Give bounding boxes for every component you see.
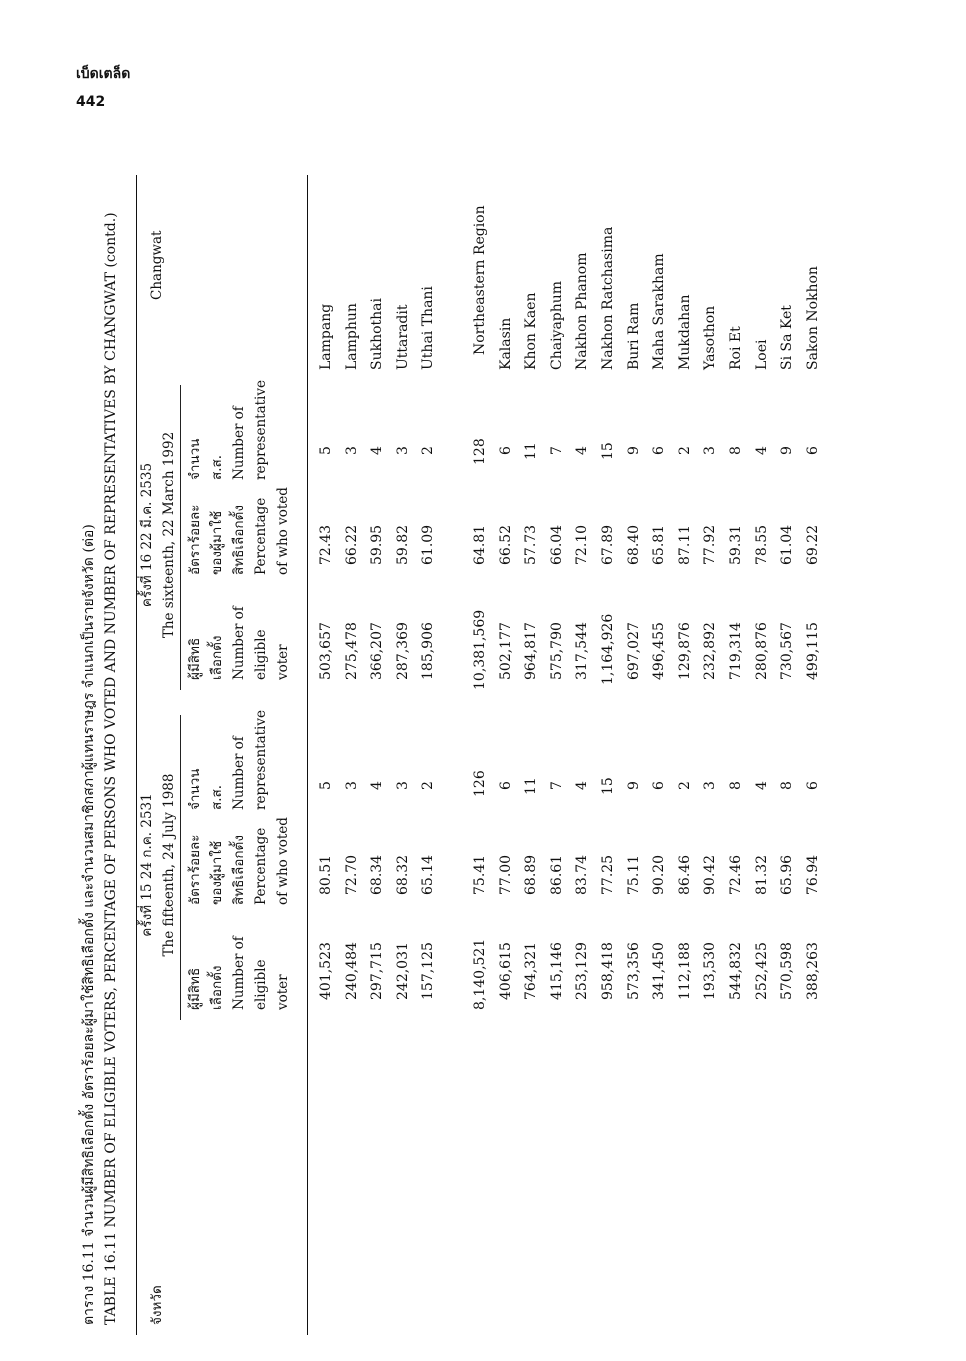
pct-1988: 86.46	[676, 854, 693, 895]
reps-1988: 5	[318, 781, 334, 790]
changwat-english: Nakhon Phanom	[574, 252, 591, 370]
reps-1992: 15	[599, 442, 616, 460]
reps-1992: 7	[548, 446, 565, 455]
pct-1992: 66.04	[548, 524, 565, 565]
reps-1992: 4	[574, 446, 591, 455]
reps-1992: 3	[343, 446, 360, 455]
pct-1988: 68.34	[369, 854, 386, 895]
col-header-text: ของผู้มาใช้	[209, 840, 225, 905]
reps-1992: 128	[471, 438, 488, 465]
voters-1988: 406,615	[497, 942, 514, 1000]
running-header	[76, 60, 130, 116]
reps-1988: 126	[471, 770, 488, 797]
voters-1992: 730,567	[779, 622, 796, 680]
reps-1992: 6	[651, 446, 668, 455]
col-header-text: of who voted	[275, 487, 291, 575]
reps-1992: 4	[753, 446, 770, 455]
voters-1988: 764,321	[523, 942, 540, 1000]
reps-1988: 8	[779, 781, 796, 790]
pct-1992: 78.55	[753, 524, 770, 565]
region-english: Northeastern Region	[471, 205, 488, 355]
group-rule-1992	[180, 385, 181, 690]
changwat-english: Roi Et	[727, 326, 744, 370]
table-row	[570, 165, 596, 1345]
voters-1988: 252,425	[753, 942, 770, 1000]
pct-1988: 81.32	[753, 854, 770, 895]
voters-1988: 570,598	[779, 942, 796, 1000]
col-header-text: อัตราร้อยละ	[187, 504, 203, 575]
pct-1988: 90.20	[651, 854, 668, 895]
pct-1988: 77.00	[497, 854, 514, 895]
voters-1988: 253,129	[574, 942, 591, 1000]
table-row	[391, 165, 417, 1345]
pct-1992: 59.95	[369, 524, 386, 565]
reps-1992: 6	[804, 446, 821, 455]
row-spacer	[442, 165, 468, 1345]
changwat-english: Si Sa Ket	[779, 305, 796, 370]
col-header-text: ผู้มีสิทธิ	[187, 637, 203, 680]
col-header-text: Number of	[231, 606, 247, 680]
table-row	[622, 165, 648, 1345]
pct-1992: 69.22	[804, 524, 821, 565]
header-election-16-english: The sixteenth, 22 March 1992	[161, 431, 177, 639]
pct-1992: 72.10	[574, 524, 591, 565]
header-election-15-english: The fifteenth, 24 July 1988	[161, 773, 177, 957]
voters-1988: 8,140,521	[471, 938, 488, 1010]
col-header-text: eligible	[253, 629, 269, 680]
voters-1992: 502,177	[497, 622, 514, 680]
col-header-text: สิทธิเลือกตั้ง	[231, 505, 247, 575]
pct-1988: 75.41	[471, 854, 488, 895]
table-row	[775, 165, 801, 1345]
col-header-text: Number of	[231, 736, 247, 810]
col-header-text: จำนวน	[187, 768, 203, 810]
col-header-voters-1988	[184, 900, 294, 1010]
table-body	[314, 165, 826, 1345]
pct-1988: 83.74	[574, 854, 591, 895]
header-election-16	[136, 375, 180, 695]
table-row	[416, 165, 442, 1345]
reps-1992: 11	[523, 442, 540, 460]
voters-1988: 112,188	[676, 942, 693, 1000]
col-header-text: Percentage	[253, 497, 269, 575]
changwat-english: Buri Ram	[625, 302, 642, 370]
changwat-english: Sakon Nokhon	[804, 266, 821, 370]
voters-1992: 275,478	[343, 622, 360, 680]
col-header-text: representative	[253, 380, 269, 480]
caption-english: TABLE 16.11 NUMBER OF ELIGIBLE VOTERS, PERCENTAGE OF PERSONS WHO VOTED AND NUMBER OF REPRESENTATIVES BY CHANGWAT (contd.)	[103, 212, 119, 1325]
voters-1992: 1,164,926	[599, 613, 616, 685]
pct-1992: 61.09	[420, 524, 437, 565]
voters-1988: 388,263	[804, 942, 821, 1000]
group-rule-1988	[180, 715, 181, 1020]
changwat-english: Yasothon	[702, 305, 719, 370]
col-header-pct-1988	[184, 795, 294, 905]
voters-1992: 10,381,569	[471, 609, 488, 690]
col-header-text: Percentage	[253, 827, 269, 905]
reps-1992: 2	[420, 446, 437, 455]
table-caption	[78, 175, 122, 1325]
table-row	[519, 165, 545, 1345]
col-header-text: จำนวน	[187, 438, 203, 480]
voters-1992: 232,892	[702, 622, 719, 680]
page-number: 442	[76, 94, 106, 110]
table-row	[647, 165, 673, 1345]
changwat-english: Nakhon Ratchasima	[599, 226, 616, 370]
changwat-english: Lampang	[318, 303, 334, 370]
reps-1992: 9	[625, 446, 642, 455]
header-election-15-thai: ครั้งที่ 15 24 ก.ค. 2531	[139, 793, 155, 937]
reps-1988: 7	[548, 781, 565, 790]
col-header-text: voter	[275, 974, 291, 1010]
reps-1988: 11	[523, 777, 540, 795]
caption-thai: ตาราง 16.11 จำนวนผู้มีสิทธิเลือกตั้ง อัตราร้อยละผู้มาใช้สิทธิเลือกตั้ง และจำนวนสมาชิกสภาผู้แทนราษฎร จำแนกเป็นรายจังหวัด (ต่อ)	[81, 524, 97, 1325]
voters-1992: 719,314	[727, 622, 744, 680]
reps-1992: 3	[394, 446, 411, 455]
pct-1988: 76.94	[804, 854, 821, 895]
col-header-text: representative	[253, 710, 269, 810]
pct-1992: 66.52	[497, 524, 514, 565]
voters-1992: 503,657	[318, 622, 334, 680]
voters-1992: 317,544	[574, 622, 591, 680]
col-header-rep-1988	[184, 680, 272, 810]
col-header-text: ส.ส.	[209, 454, 225, 480]
col-header-pct-1992	[184, 465, 294, 575]
pct-1988: 72.46	[727, 854, 744, 895]
reps-1992: 9	[779, 446, 796, 455]
col-header-text: Number of	[231, 406, 247, 480]
header-election-15	[136, 705, 180, 1025]
table-row	[673, 165, 699, 1345]
voters-1988: 544,832	[727, 942, 744, 1000]
region-row	[468, 165, 494, 1345]
pct-1992: 87.11	[676, 524, 693, 565]
pct-1988: 75.11	[625, 854, 642, 895]
reps-1992: 2	[676, 446, 693, 455]
voters-1992: 697,027	[625, 622, 642, 680]
table-row	[365, 165, 391, 1345]
col-header-text: อัตราร้อยละ	[187, 834, 203, 905]
voters-1988: 573,356	[625, 942, 642, 1000]
reps-1992: 3	[702, 446, 719, 455]
pct-1988: 90.42	[702, 854, 719, 895]
reps-1988: 8	[727, 781, 744, 790]
changwat-english: Mukdahan	[676, 294, 693, 370]
pct-1992: 67.89	[599, 524, 616, 565]
changwat-english: Lamphun	[343, 303, 360, 370]
table-row	[750, 165, 776, 1345]
col-header-text: ของผู้มาใช้	[209, 510, 225, 575]
changwat-english: Kalasin	[497, 317, 514, 370]
changwat-english: Loei	[753, 339, 770, 370]
table-row	[801, 165, 827, 1345]
reps-1992: 4	[369, 446, 386, 455]
page-header-title: เบ็ดเตล็ด	[76, 66, 131, 82]
voters-1988: 193,530	[702, 942, 719, 1000]
voters-1988: 157,125	[420, 942, 437, 1000]
pct-1988: 65.96	[779, 854, 796, 895]
table-row	[545, 165, 571, 1345]
pct-1988: 68.89	[523, 854, 540, 895]
voters-1992: 499,115	[804, 622, 821, 680]
reps-1988: 15	[599, 777, 616, 795]
col-header-text: สิทธิเลือกตั้ง	[231, 835, 247, 905]
reps-1992: 8	[727, 446, 744, 455]
changwat-english: Maha Sarakham	[651, 253, 668, 370]
header-bottom-rule	[307, 175, 308, 1335]
voters-1988: 958,418	[599, 942, 616, 1000]
pct-1988: 77.25	[599, 854, 616, 895]
reps-1988: 4	[574, 781, 591, 790]
voters-1988: 341,450	[651, 942, 668, 1000]
voters-1988: 297,715	[369, 942, 386, 1000]
pct-1992: 59.82	[394, 524, 411, 565]
changwat-english: Khon Kaen	[523, 292, 540, 370]
pct-1992: 64.81	[471, 524, 488, 565]
pct-1988: 80.51	[318, 854, 334, 895]
col-header-voters-1992	[184, 570, 294, 680]
reps-1992: 5	[318, 446, 334, 455]
reps-1988: 2	[420, 781, 437, 790]
col-header-text: eligible	[253, 959, 269, 1010]
voters-1992: 366,207	[369, 622, 386, 680]
col-header-text: Number of	[231, 936, 247, 1010]
reps-1988: 6	[651, 781, 668, 790]
table-row	[314, 165, 340, 1345]
table-row	[724, 165, 750, 1345]
reps-1992: 6	[497, 446, 514, 455]
table-row	[698, 165, 724, 1345]
col-header-text: voter	[275, 644, 291, 680]
pct-1988: 65.14	[420, 854, 437, 895]
reps-1988: 4	[753, 781, 770, 790]
voters-1988: 240,484	[343, 942, 360, 1000]
pct-1992: 59.31	[727, 524, 744, 565]
reps-1988: 9	[625, 781, 642, 790]
pct-1992: 66.22	[343, 524, 360, 565]
voters-1988: 415,146	[548, 942, 565, 1000]
header-changwat-english: Changwat	[149, 230, 165, 300]
pct-1988: 86.61	[548, 854, 565, 895]
reps-1988: 4	[369, 781, 386, 790]
pct-1992: 57.73	[523, 524, 540, 565]
pct-1992: 77.92	[702, 524, 719, 565]
changwat-english: Chaiyaphum	[548, 280, 565, 370]
header-changwat-thai: จังหวัด	[149, 1285, 165, 1325]
voters-1992: 575,790	[548, 622, 565, 680]
reps-1988: 3	[702, 781, 719, 790]
voters-1992: 496,455	[651, 622, 668, 680]
changwat-english: Uttaradit	[394, 304, 411, 370]
pct-1988: 68.32	[394, 854, 411, 895]
rotated-table-page	[72, 165, 902, 1345]
voters-1988: 242,031	[394, 942, 411, 1000]
reps-1988: 6	[497, 781, 514, 790]
pct-1992: 61.04	[779, 524, 796, 565]
reps-1988: 2	[676, 781, 693, 790]
header-election-16-thai: ครั้งที่ 16 22 มี.ค. 2535	[139, 462, 155, 608]
col-header-text: ส.ส.	[209, 784, 225, 810]
col-header-text: of who voted	[275, 817, 291, 905]
reps-1988: 3	[343, 781, 360, 790]
voters-1992: 129,876	[676, 622, 693, 680]
table-row	[494, 165, 520, 1345]
pct-1992: 72.43	[318, 524, 334, 565]
pct-1992: 68.40	[625, 524, 642, 565]
table-row	[340, 165, 366, 1345]
voters-1992: 287,369	[394, 622, 411, 680]
voters-1992: 280,876	[753, 622, 770, 680]
voters-1992: 185,906	[420, 622, 437, 680]
voters-1992: 964,817	[523, 622, 540, 680]
changwat-english: Uthai Thani	[420, 286, 437, 370]
col-header-text: ผู้มีสิทธิ	[187, 967, 203, 1010]
table-row	[596, 165, 622, 1345]
col-header-rep-1992	[184, 350, 272, 480]
reps-1988: 3	[394, 781, 411, 790]
pct-1988: 72.70	[343, 854, 360, 895]
reps-1988: 6	[804, 781, 821, 790]
voters-1988: 401,523	[318, 942, 334, 1000]
col-header-text: เลือกตั้ง	[209, 635, 225, 680]
col-header-text: เลือกตั้ง	[209, 965, 225, 1010]
pct-1992: 65.81	[651, 524, 668, 565]
changwat-english: Sukhothai	[369, 297, 386, 370]
